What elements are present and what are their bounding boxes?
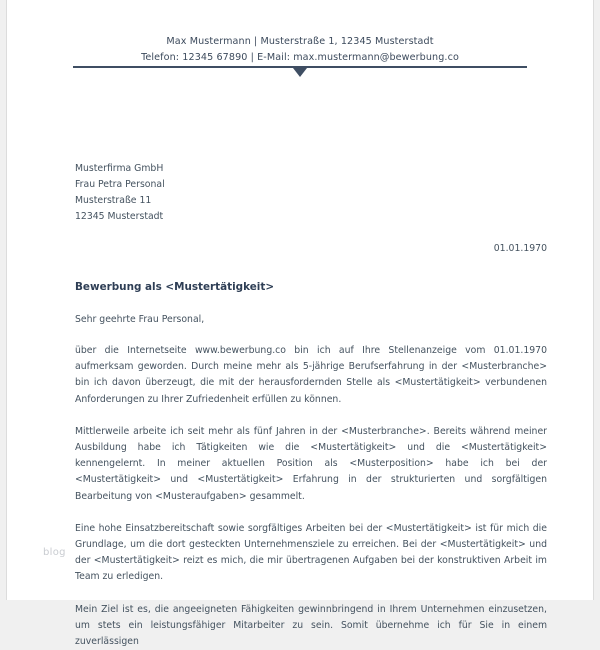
recipient-city: 12345 Musterstadt bbox=[75, 211, 164, 223]
body-paragraph-4: Mein Ziel ist es, die angeeigneten Fähigkeiten gewinnbringend in Ihrem Unternehmen einzusetzen, um stets ein leistungsfähiger Mitarbeiter zu sein. Somit übernehme ich für Sie in einem zuverlässigen bbox=[75, 603, 547, 648]
recipient-street: Musterstraße 11 bbox=[75, 195, 152, 207]
body-paragraph-3: Eine hohe Einsatzbereitschaft sowie sorgfältiges Arbeiten bei der <Mustertätigkeit> ist für mich die Grundlage, um die dort gesteckten Unternehmensziele zu erreichen. Bei der <Mustertätigkeit> und der <Mustertätigkeit> reizt es mich, die mir übertragenen Aufgaben bei der konstruktiven Arbeit im Team zu erledigen. bbox=[75, 522, 547, 583]
body-paragraph-2: Mittlerweile arbeite ich seit mehr als fünf Jahren in der <Musterbranche>. Bereits während meiner Ausbildung habe ich Tätigkeiten wie die <Mustertätigkeit> und die <Mustertätigkeit> kennengelernt. In meiner aktuellen Position als <Musterposition> habe ich bei der <Mustertätigkeit> und <Mustertätigkeit> Erfahrung in der strukturierten und sorgfältigen Bearbeitung von <Musteraufgaben> gesammelt. bbox=[75, 425, 547, 502]
letter-subject: Bewerbung als <Mustertätigkeit> bbox=[75, 281, 275, 293]
recipient-company: Musterfirma GmbH bbox=[75, 163, 164, 174]
letter-sheet bbox=[7, 0, 593, 648]
blog-watermark: blog bbox=[43, 547, 66, 558]
down-triangle-divider-icon bbox=[293, 68, 307, 77]
letterhead bbox=[7, 34, 593, 65]
recipient-person: Frau Petra Personal bbox=[75, 179, 165, 191]
letterhead-contact: Telefon: 12345 67890 | E-Mail: max.mustermann@bewerbung.co bbox=[141, 51, 459, 63]
header-divider bbox=[73, 66, 527, 80]
body-paragraph-1: über die Internetseite www.bewerbung.co bin ich auf Ihre Stellenanzeige vom 01.01.1970 aufmerksam geworden. Durch meine mehr als 5-jährige Berufserfahrung in der <Musterbranche> bin ich davon überzeugt, die mit der herausfordernden Stelle als <Mustertätigkeit> verbundenen Anforderungen zu Ihrer Zufriedenheit erfüllen zu können. bbox=[75, 345, 547, 405]
letterhead-name-address: Max Mustermann | Musterstraße 1, 12345 Musterstadt bbox=[166, 36, 434, 47]
document-page bbox=[6, 0, 594, 648]
salutation: Sehr geehrte Frau Personal, bbox=[75, 314, 205, 325]
letter-date: 01.01.1970 bbox=[493, 243, 547, 254]
letter-body bbox=[75, 313, 547, 650]
recipient-address-block bbox=[75, 161, 165, 225]
